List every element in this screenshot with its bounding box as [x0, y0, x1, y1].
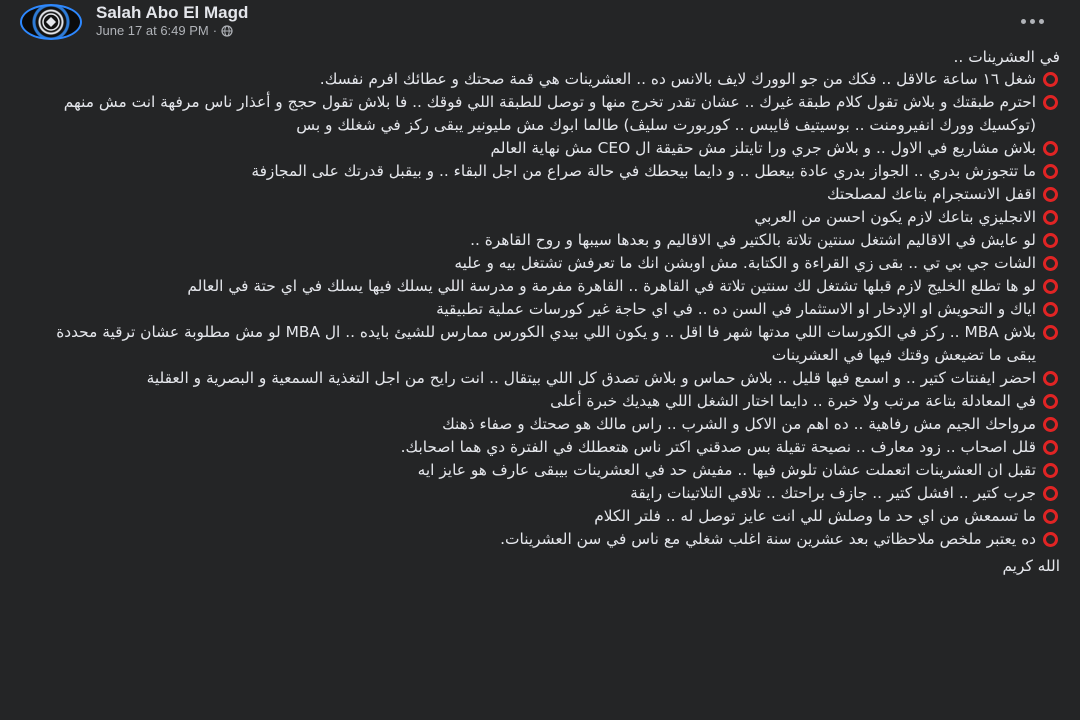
list-item-text: جرب كتير .. افشل كتير .. جازف براحتك .. تلاقي التلاتينات رايقة [630, 484, 1036, 502]
post-meta [96, 23, 233, 38]
list-item [30, 229, 1060, 252]
list-item-text: بلاش مشاريع في الاول .. و بلاش جري ورا تايتلز مش حقيقة ال CEO مش نهاية العالم [490, 139, 1036, 157]
list-item [30, 275, 1060, 298]
list-item [30, 252, 1060, 275]
red-circle-icon [1043, 256, 1058, 271]
red-circle-icon [1043, 509, 1058, 524]
list-item [30, 367, 1060, 390]
red-circle-icon [1043, 486, 1058, 501]
red-circle-icon [1043, 371, 1058, 386]
red-circle-icon [1043, 187, 1058, 202]
list-item-text: ما تسمعش من اي حد ما وصلش للي انت عايز توصل له .. فلتر الكلام [594, 507, 1036, 525]
post-outro: الله كريم [1002, 557, 1060, 575]
list-item [30, 91, 1060, 137]
list-item-text: الانجليزي بتاعك لازم يكون احسن من العربي [754, 208, 1036, 226]
list-item [30, 137, 1060, 160]
red-circle-icon [1043, 141, 1058, 156]
list-item [30, 482, 1060, 505]
list-item-text: بلاش MBA .. ركز في الكورسات اللي مدتها شهر فا اقل .. و يكون اللي بيدي الكورس ممارس للشيئ بايده .. ال MBA لو مش مطلوبة عشان ترقية محددة يبقى ما تضيعش وقتك فيها في العشرينات [56, 323, 1036, 364]
post-intro: في العشرينات .. [953, 48, 1060, 66]
list-item [30, 206, 1060, 229]
red-circle-icon [1043, 325, 1058, 340]
list-item-text: تقبل ان العشرينات اتعملت عشان تلوش فيها .. مفيش حد في العشرينات بيبقى عارف هو عايز ايه [417, 461, 1036, 479]
red-circle-icon [1043, 72, 1058, 87]
list-item-text: الشات جي بي تي .. بقى زي القراءة و الكتابة. مش اوبشن انك ما تعرفش تشتغل بيه و عليه [454, 254, 1036, 272]
list-item-text: اياك و التحويش او الإدخار او الاستثمار في السن ده .. في اي حاجة غير كورسات عملية تطبيقية [436, 300, 1036, 318]
list-item-text: ما تتجوزش بدري .. الجواز بدري عادة بيعطل .. و دايما بيحطك في حالة صراع من اجل البقاء .. و بيقبل قدرتك على المجازفة [251, 162, 1036, 180]
avatar-logo-icon [22, 6, 80, 38]
advice-list [30, 68, 1060, 551]
red-circle-icon [1043, 532, 1058, 547]
list-item [30, 68, 1060, 91]
more-options-icon [1030, 19, 1035, 24]
list-item [30, 298, 1060, 321]
list-item-text: اقفل الانستجرام بتاعك لمصلحتك [826, 185, 1036, 203]
list-item [30, 183, 1060, 206]
list-item-text: لو عايش في الاقاليم اشتغل سنتين تلاتة بالكتير في الاقاليم و بعدها سيبها و روح القاهرة .. [470, 231, 1036, 249]
red-circle-icon [1043, 394, 1058, 409]
list-item-text: لو ها تطلع الخليج لازم قبلها تشتغل لك سنتين تلاتة في القاهرة .. القاهرة مفرمة و مدرسة اللي يسلك فيها يسلك في اي حتة في العالم [187, 277, 1036, 295]
list-item [30, 459, 1060, 482]
more-options-icon [1039, 19, 1044, 24]
list-item [30, 413, 1060, 436]
red-circle-icon [1043, 233, 1058, 248]
author-name[interactable]: Salah Abo El Magd [96, 3, 249, 22]
list-item-text: مرواحك الجيم مش رفاهية .. ده اهم من الاكل و الشرب .. راس مالك هو صحتك و صفاء ذهنك [442, 415, 1036, 433]
red-circle-icon [1043, 279, 1058, 294]
list-item [30, 160, 1060, 183]
post-body [30, 44, 1060, 720]
red-circle-icon [1043, 164, 1058, 179]
post-header [0, 0, 1080, 44]
globe-icon[interactable] [221, 25, 233, 37]
list-item-text: احترم طبقتك و بلاش تقول كلام طبقة غيرك .. عشان تقدر تخرج منها و توصل للطبقة اللي فوقك .. فا بلاش تقول حجج و أعذار ناس مرفهة انت مش منهم (توكسيك وورك انفيرومنت .. بوسيتيف ڤايبس .. كوربورت سليڤ) طالما ابوك مش مليونير يبقى ركز في شغلك و بس [63, 93, 1036, 134]
list-item [30, 505, 1060, 528]
meta-separator: · [212, 23, 218, 38]
list-item-text: شغل ١٦ ساعة عالاقل .. فكك من جو الوورك لايف بالانس ده .. العشرينات هي قمة صحتك و عطائك افرم نفسك. [319, 70, 1036, 88]
list-item [30, 321, 1060, 367]
list-item-text: قلل اصحاب .. زود معارف .. نصيحة تقيلة بس صدقني اكتر ناس هتعطلك في الفترة دي هما اصحابك. [400, 438, 1036, 456]
red-circle-icon [1043, 417, 1058, 432]
list-item-text: احضر ايفنتات كتير .. و اسمع فيها قليل .. بلاش حماس و بلاش تصدق كل اللي بيتقال .. انت رايح من اجل التغذية السمعية و البصرية و العقلية [146, 369, 1036, 387]
red-circle-icon [1043, 210, 1058, 225]
more-options-button[interactable] [1014, 6, 1050, 36]
red-circle-icon [1043, 95, 1058, 110]
post-timestamp[interactable]: June 17 at 6:49 PM [96, 23, 209, 38]
more-options-icon [1021, 19, 1026, 24]
red-circle-icon [1043, 440, 1058, 455]
list-item-text: ده يعتبر ملخص ملاحظاتي بعد عشرين سنة اغلب شغلي مع ناس في سن العشرينات. [500, 530, 1036, 548]
list-item [30, 436, 1060, 459]
red-circle-icon [1043, 302, 1058, 317]
avatar[interactable] [20, 4, 82, 40]
red-circle-icon [1043, 463, 1058, 478]
list-item [30, 390, 1060, 413]
list-item [30, 528, 1060, 551]
list-item-text: في المعادلة بتاعة مرتب ولا خبرة .. دايما اختار الشغل اللي هيديك خبرة أعلى [550, 392, 1036, 410]
